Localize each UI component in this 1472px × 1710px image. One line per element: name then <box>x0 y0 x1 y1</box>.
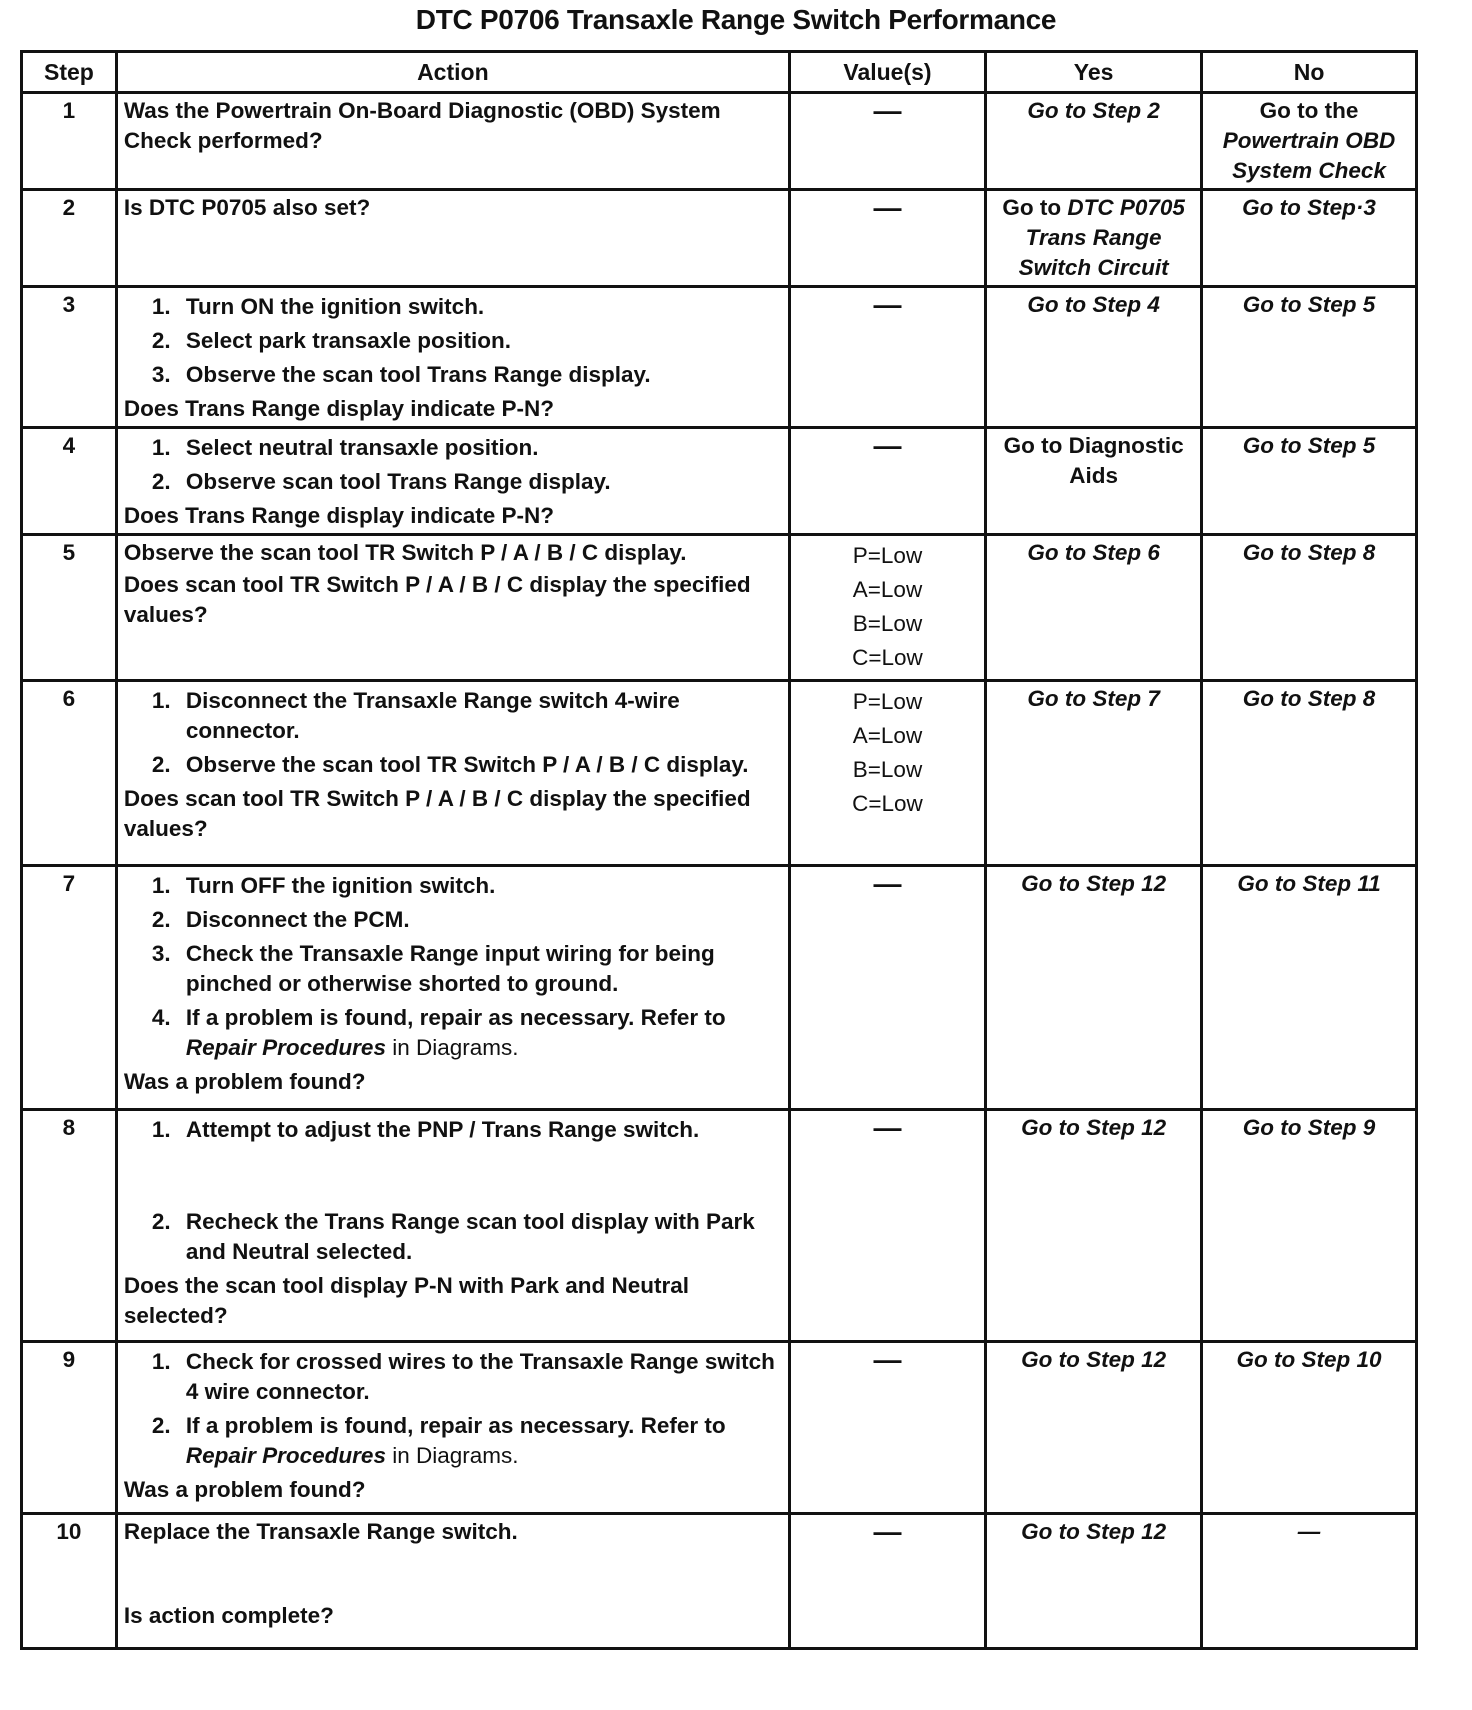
values-text: — <box>873 1112 902 1143</box>
item-number: 1. <box>151 1349 171 1374</box>
item-text: Observe scan tool Trans Range display. <box>185 469 611 494</box>
item-text: Turn ON the ignition switch. <box>185 294 485 319</box>
step-number: 8 <box>22 1110 117 1342</box>
item-number: 1. <box>151 1117 171 1142</box>
repair-procedures-ref: Repair Procedures <box>185 1443 386 1468</box>
action-cell <box>116 681 789 866</box>
action-cell <box>116 535 789 681</box>
list-item <box>152 292 782 322</box>
step-number: 10 <box>22 1514 117 1649</box>
step-number: 7 <box>22 866 117 1110</box>
values-text: — <box>873 1516 902 1547</box>
item-number: 1. <box>151 873 171 898</box>
yes-cell: Go to Step 7 <box>986 681 1202 866</box>
action-lead: Observe the scan tool TR Switch P / A / B / C display. <box>123 540 687 565</box>
value-line: A=Low <box>852 723 923 748</box>
values-text: — <box>873 1344 902 1375</box>
header-row <box>22 52 1417 93</box>
yes-cell: Go to Step 4 <box>986 287 1202 428</box>
values-cell <box>789 190 985 287</box>
action-question: Was a problem found? <box>123 1477 366 1502</box>
item-number: 2. <box>151 752 171 777</box>
list-item <box>152 1003 782 1063</box>
step-number: 2 <box>22 190 117 287</box>
values-text: — <box>873 289 902 320</box>
values-text: — <box>873 868 902 899</box>
list-item <box>152 939 782 999</box>
diagnostic-table <box>20 50 1418 1650</box>
item-text: Select park transaxle position. <box>185 328 511 353</box>
item-text: Recheck the Trans Range scan tool display with Park and Neutral selected. <box>185 1209 755 1264</box>
list-item <box>152 467 782 497</box>
values-cell <box>789 535 985 681</box>
table-row <box>22 93 1417 190</box>
table-row <box>22 535 1417 681</box>
value-line: B=Low <box>852 611 923 636</box>
yes-cell: Go to Step 6 <box>986 535 1202 681</box>
list-item <box>152 686 782 746</box>
action-question: Does the scan tool display P-N with Park and Neutral selected? <box>123 1273 690 1328</box>
no-prefix: Go to the <box>1259 98 1359 123</box>
table-row <box>22 681 1417 866</box>
list-item <box>152 1347 782 1407</box>
action-cell <box>116 428 789 535</box>
list-item <box>152 871 782 901</box>
value-line: B=Low <box>852 757 923 782</box>
page-title: DTC P0706 Transaxle Range Switch Performance <box>415 4 1057 35</box>
item-number: 4. <box>151 1005 171 1030</box>
item-number: 1. <box>151 294 171 319</box>
table-row <box>22 1514 1417 1649</box>
values-cell <box>789 287 985 428</box>
values-cell <box>789 1110 985 1342</box>
action-lead: Replace the Transaxle Range switch. <box>123 1519 518 1544</box>
action-cell <box>116 866 789 1110</box>
table-row <box>22 1342 1417 1514</box>
item-text: Check for crossed wires to the Transaxle Range switch 4 wire connector. <box>185 1349 775 1404</box>
no-cell: Go to Step 9 <box>1202 1110 1417 1342</box>
item-text: Observe the scan tool TR Switch P / A / B / C display. <box>185 752 749 777</box>
list-item <box>152 326 782 356</box>
item-number: 1. <box>151 688 171 713</box>
action-cell <box>116 1342 789 1514</box>
no-cell: Go to Step 8 <box>1202 681 1417 866</box>
item-number: 3. <box>151 941 171 966</box>
item-text: Attempt to adjust the PNP / Trans Range switch. <box>185 1117 700 1142</box>
item-text: Check the Transaxle Range input wiring for being pinched or otherwise shorted to ground. <box>185 941 715 996</box>
action-question: Does scan tool TR Switch P / A / B / C display the specified values? <box>123 572 751 627</box>
values-cell <box>789 866 985 1110</box>
values-cell <box>789 681 985 866</box>
item-number: 2. <box>151 1413 171 1438</box>
action-question: Does Trans Range display indicate P-N? <box>123 396 554 421</box>
action-question: Was a problem found? <box>123 1069 366 1094</box>
item-text: Disconnect the Transaxle Range switch 4-wire connector. <box>185 688 680 743</box>
header-yes: Yes <box>986 52 1202 93</box>
item-text: Disconnect the PCM. <box>185 907 410 932</box>
item-text-prefix: If a problem is found, repair as necessary. Refer to <box>185 1005 726 1030</box>
action-cell <box>116 287 789 428</box>
values-cell <box>789 428 985 535</box>
no-cell: Go to Step 10 <box>1202 1342 1417 1514</box>
list-item <box>152 750 782 780</box>
item-number: 2. <box>151 469 171 494</box>
item-text: Turn OFF the ignition switch. <box>185 873 496 898</box>
yes-prefix: Go to <box>1002 195 1062 220</box>
list-item <box>152 1411 782 1471</box>
item-number: 3. <box>151 362 171 387</box>
action-cell <box>116 1514 789 1649</box>
item-text <box>186 1003 782 1063</box>
table-row <box>22 287 1417 428</box>
step-number: 4 <box>22 428 117 535</box>
header-action: Action <box>116 52 789 93</box>
no-cell <box>1202 93 1417 190</box>
header-values: Value(s) <box>789 52 985 93</box>
yes-cell: Go to Step 12 <box>986 866 1202 1110</box>
table-row <box>22 1110 1417 1342</box>
value-line: P=Low <box>852 543 923 568</box>
step-number: 3 <box>22 287 117 428</box>
values-cell <box>789 1514 985 1649</box>
action-cell <box>116 1110 789 1342</box>
yes-cell: Go to Step 12 <box>986 1342 1202 1514</box>
list-item <box>152 905 782 935</box>
yes-cell: Go to Step 2 <box>986 93 1202 190</box>
header-no: No <box>1202 52 1417 93</box>
value-line: P=Low <box>852 689 923 714</box>
table-row <box>22 866 1417 1110</box>
no-cell: Go to Step 5 <box>1202 287 1417 428</box>
repair-procedures-ref: Repair Procedures <box>185 1035 386 1060</box>
value-line: C=Low <box>852 645 923 670</box>
yes-link: DTC P0705 Trans Range Switch Circuit <box>1018 195 1185 280</box>
value-line: A=Low <box>852 577 923 602</box>
yes-cell: Go to Step 12 <box>986 1514 1202 1649</box>
item-text-prefix: If a problem is found, repair as necessary. Refer to <box>185 1413 726 1438</box>
yes-cell: Go to Step 12 <box>986 1110 1202 1342</box>
values-text: — <box>873 430 902 461</box>
values-cell <box>789 1342 985 1514</box>
list-item <box>152 433 782 463</box>
no-cell: Go to Step 11 <box>1202 866 1417 1110</box>
list-item <box>152 1115 782 1145</box>
step-number: 6 <box>22 681 117 866</box>
table-row <box>22 190 1417 287</box>
list-item <box>152 360 782 390</box>
item-text-suffix: in Diagrams. <box>392 1443 519 1468</box>
item-text: Observe the scan tool Trans Range display. <box>185 362 651 387</box>
step-number: 5 <box>22 535 117 681</box>
step-number: 9 <box>22 1342 117 1514</box>
item-text: Select neutral transaxle position. <box>185 435 539 460</box>
values-text: — <box>873 95 902 126</box>
value-line: C=Low <box>852 791 923 816</box>
item-number: 2. <box>151 907 171 932</box>
values-text: — <box>873 192 902 223</box>
action-question: Does Trans Range display indicate P-N? <box>123 503 554 528</box>
step-number: 1 <box>22 93 117 190</box>
no-cell: Go to Step·3 <box>1202 190 1417 287</box>
header-step: Step <box>22 52 117 93</box>
item-number: 1. <box>151 435 171 460</box>
action-question: Is action complete? <box>123 1603 334 1628</box>
no-cell: — <box>1202 1514 1417 1649</box>
item-number: 2. <box>151 1209 171 1234</box>
list-item <box>152 1207 782 1267</box>
no-link: Powertrain OBD System Check <box>1222 128 1396 183</box>
action-question: Does scan tool TR Switch P / A / B / C display the specified values? <box>123 786 751 841</box>
no-cell: Go to Step 8 <box>1202 535 1417 681</box>
no-cell: Go to Step 5 <box>1202 428 1417 535</box>
item-text-suffix: in Diagrams. <box>392 1035 519 1060</box>
values-cell <box>789 93 985 190</box>
item-text <box>186 1411 782 1471</box>
table-row <box>22 428 1417 535</box>
yes-cell: Go to Diagnostic Aids <box>986 428 1202 535</box>
action-cell: Is DTC P0705 also set? <box>116 190 789 287</box>
item-number: 2. <box>151 328 171 353</box>
action-cell: Was the Powertrain On-Board Diagnostic (OBD) System Check performed? <box>116 93 789 190</box>
yes-cell <box>986 190 1202 287</box>
